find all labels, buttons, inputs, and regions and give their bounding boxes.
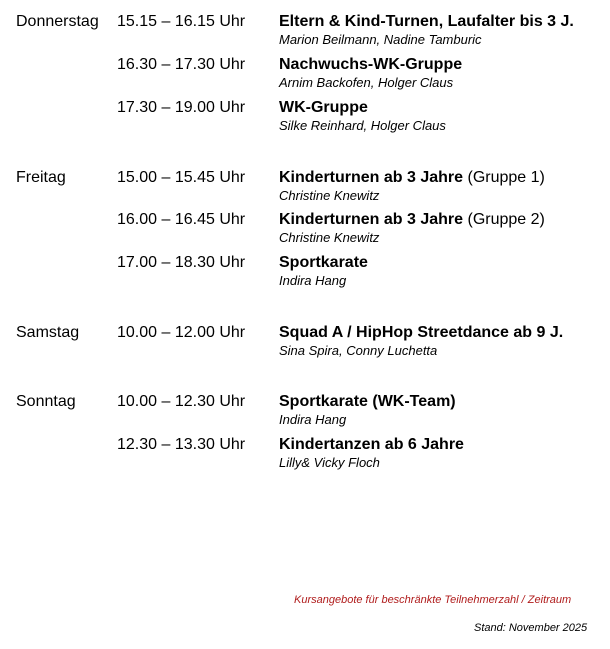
course-title: [279, 211, 545, 229]
time-range: 15.15 – 16.15 Uhr: [117, 13, 246, 30]
trainer-names: Arnim Backofen, Holger Claus: [279, 75, 454, 90]
trainer-names: Christine Knewitz: [279, 188, 380, 203]
time-range: 17.00 – 18.30 Uhr: [117, 254, 246, 271]
trainer-names: Silke Reinhard, Holger Claus: [279, 118, 446, 133]
course-title: [279, 13, 574, 31]
course-group: (Gruppe 2): [463, 211, 545, 228]
footer-stand: Stand: November 2025: [474, 622, 588, 634]
trainer-names: Indira Hang: [279, 273, 347, 288]
course-group: (Gruppe 1): [463, 169, 545, 186]
trainer-names: Christine Knewitz: [279, 230, 380, 245]
course-name: Kindertanzen ab 6 Jahre: [279, 436, 464, 453]
time-range: 12.30 – 13.30 Uhr: [117, 436, 246, 453]
course-name: Squad A / HipHop Streetdance ab 9 J.: [279, 324, 564, 341]
course-name: WK-Gruppe: [279, 99, 368, 116]
footer-note: Kursangebote für beschränkte Teilnehmerzahl / Zeitraum: [294, 594, 572, 606]
course-name: Sportkarate: [279, 254, 368, 271]
trainer-names: Lilly& Vicky Floch: [279, 455, 380, 470]
day-label: Sonntag: [16, 393, 76, 410]
day-label: Donnerstag: [16, 13, 99, 30]
time-range: 15.00 – 15.45 Uhr: [117, 169, 246, 186]
course-title: [279, 56, 462, 74]
time-range: 10.00 – 12.30 Uhr: [117, 393, 246, 410]
course-title: [279, 169, 545, 187]
trainer-names: Marion Beilmann, Nadine Tamburic: [279, 32, 482, 47]
course-title: [279, 324, 563, 342]
time-range: 16.30 – 17.30 Uhr: [117, 56, 246, 73]
course-name: Kinderturnen ab 3 Jahre: [279, 169, 464, 186]
time-range: 10.00 – 12.00 Uhr: [117, 324, 246, 341]
day-label: Samstag: [16, 324, 80, 341]
course-title: [279, 254, 368, 272]
day-label: Freitag: [16, 169, 66, 186]
course-name: Sportkarate (WK-Team): [279, 393, 456, 410]
course-title: [279, 393, 456, 411]
trainer-names: Sina Spira, Conny Luchetta: [279, 343, 438, 358]
course-name: Kinderturnen ab 3 Jahre: [279, 211, 464, 228]
time-range: 16.00 – 16.45 Uhr: [117, 211, 246, 228]
course-name: Nachwuchs-WK-Gruppe: [279, 56, 463, 73]
course-name: Eltern & Kind-Turnen, Laufalter bis 3 J.: [279, 13, 574, 30]
course-title: [279, 436, 464, 454]
trainer-names: Indira Hang: [279, 412, 347, 427]
time-range: 17.30 – 19.00 Uhr: [117, 99, 246, 116]
course-title: [279, 99, 368, 117]
